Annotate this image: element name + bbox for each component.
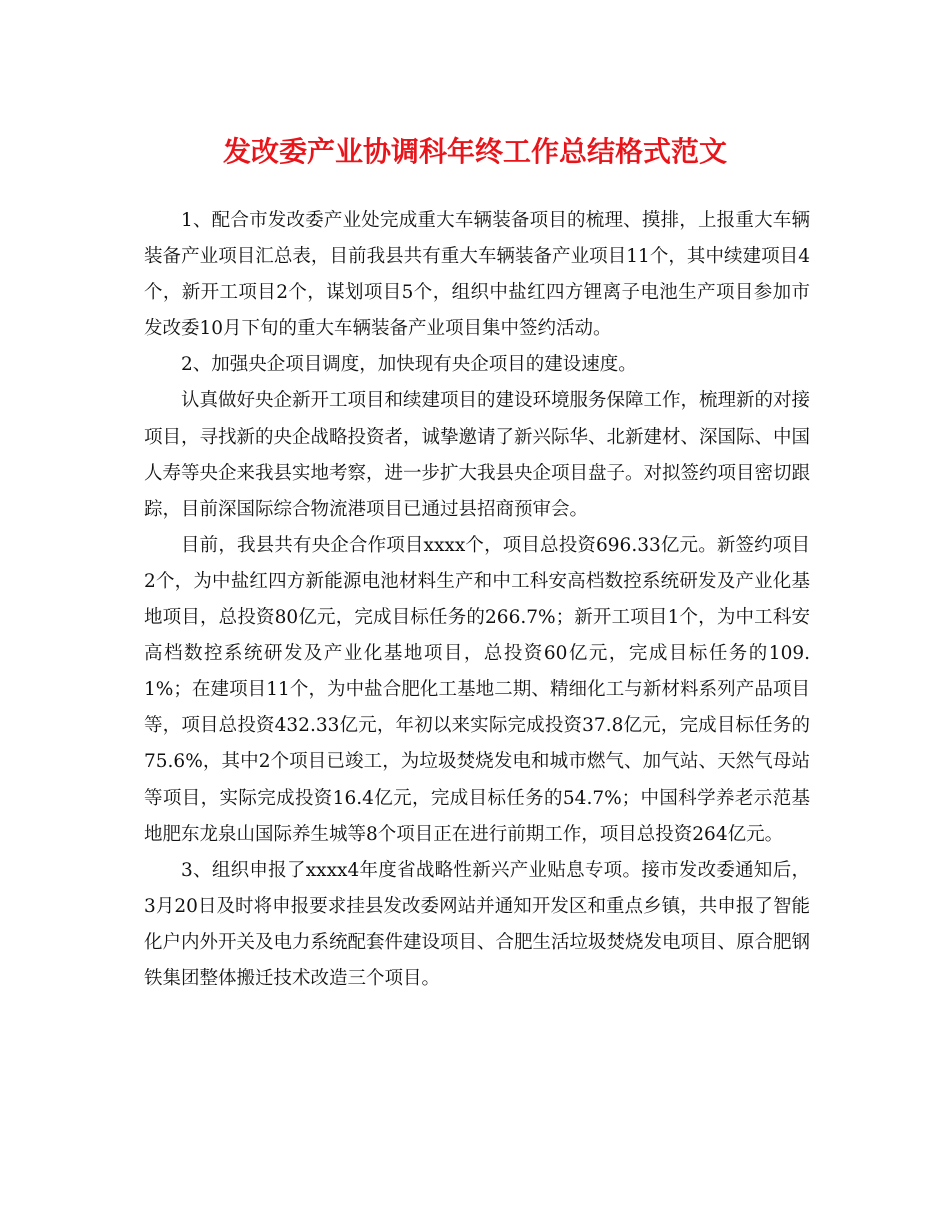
paragraph-item-1: 1、配合市发改委产业处完成重大车辆装备项目的梳理、摸排，上报重大车辆装备产业项目汇总表，目前我县共有重大车辆装备产业项目11个，其中续建项目4个，新开工项目2个，谋划项目5个，组织中盐红四方锂离子电池生产项目参加市发改委10月下旬的重大车辆装备产业项目集中签约活动。 xyxy=(144,210,810,340)
paragraph-item-3: 3、组织申报了xxxx4年度省战略性新兴产业贴息专项。接市发改委通知后，3月20日及时将申报要求挂县发改委网站并通知开发区和重点乡镇，共申报了智能化户内外开关及电力系统配套件建设项目、合肥生活垃圾焚烧发电项目、原合肥钢铁集团整体搬迁技术改造三个项目。 xyxy=(144,859,811,989)
document-body xyxy=(144,203,810,997)
paragraph-item-2: 2、加强央企项目调度，加快现有央企项目的建设速度。 xyxy=(181,354,637,376)
paragraph-central-enterprise-statistics: 目前，我县共有央企合作项目xxxx个，项目总投资696.33亿元。新签约项目2个，为中盐红四方新能源电池材料生产和中工科安高档数控系统研发及产业化基地项目，总投资80亿元，完成目标任务的266.7%；新开工项目1个，为中工科安高档数控系统研发及产业化基地项目，总投资60亿元，完成目标任务的109.1%；在建项目11个，为中盐合肥化工基地二期、精细化工与新材料系列产品项目等，项目总投资432.33亿元，年初以来实际完成投资37.8亿元，完成目标任务的75.6%，其中2个项目已竣工，为垃圾焚烧发电和城市燃气、加气站、天然气母站等项目，实际完成投资16.4亿元，完成目标任务的54.7%；中国科学养老示范基地肥东龙泉山国际养生城等8个项目正在进行前期工作，项目总投资264亿元。 xyxy=(144,534,810,845)
paragraph-central-enterprise-service: 认真做好央企新开工项目和续建项目的建设环境服务保障工作，梳理新的对接项目，寻找新的央企战略投资者，诚挚邀请了新兴际华、北新建材、深国际、中国人寿等央企来我县实地考察，进一步扩大我县央企项目盘子。对拟签约项目密切跟踪，目前深国际综合物流港项目已通过县招商预审会。 xyxy=(144,390,811,520)
document-title: 发改委产业协调科年终工作总结格式范文 xyxy=(222,135,727,168)
